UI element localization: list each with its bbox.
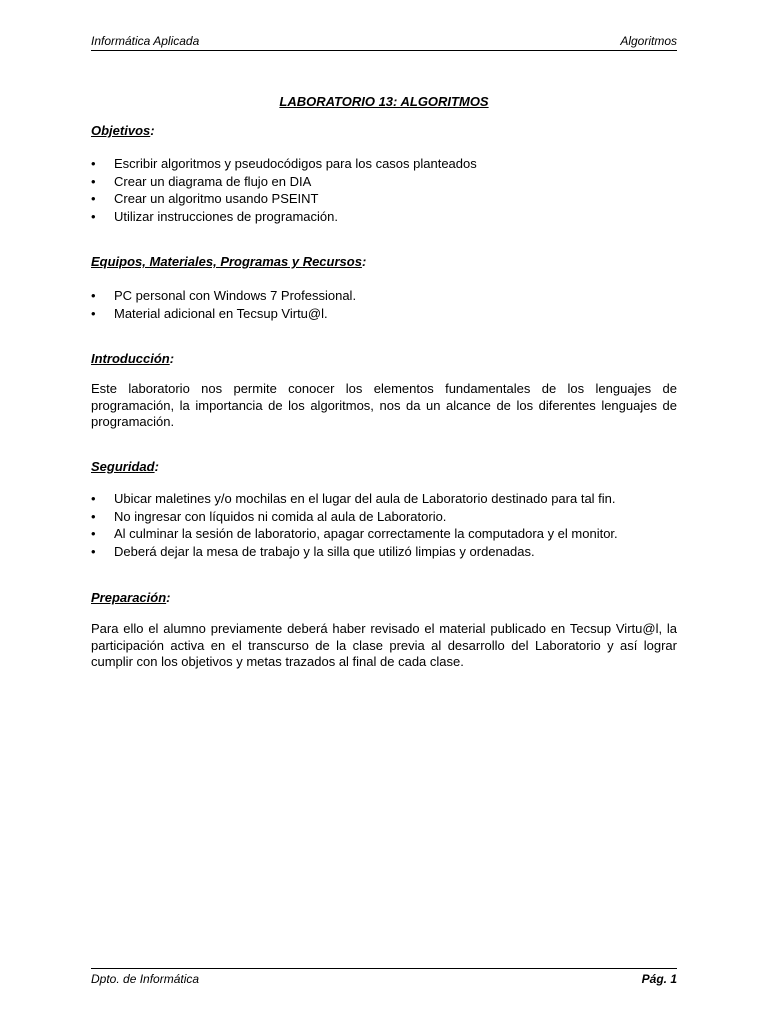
seguridad-list <box>91 490 677 560</box>
list-item-text: Material adicional en Tecsup Virtu@l. <box>114 305 328 321</box>
bullet-icon: • <box>91 191 96 206</box>
list-item-text: Al culminar la sesión de laboratorio, apagar correctamente la computadora y el monitor. <box>114 526 618 541</box>
heading-text: Introducción <box>91 351 170 366</box>
list-item-text: Deberá dejar la mesa de trabajo y la silla que utilizó limpias y ordenadas. <box>114 543 535 559</box>
heading-text: Preparación <box>91 590 167 605</box>
header-course-name: Informática Aplicada <box>91 34 200 48</box>
page-header <box>91 34 677 51</box>
footer-page-number: Pág. 1 <box>641 972 677 986</box>
section-heading-equipos <box>91 254 366 269</box>
introduccion-paragraph: Este laboratorio nos permite conocer los elementos fundamentales de los lenguajes de programación, la importancia de los algoritmos, nos da un alcance de los diferentes lenguajes de programación. <box>91 381 677 429</box>
heading-colon: : <box>154 459 159 474</box>
section-heading-preparacion <box>91 590 171 605</box>
heading-colon: : <box>169 351 175 366</box>
bullet-icon: • <box>91 288 96 303</box>
list-item-text: Escribir algoritmos y pseudocódigos para los casos planteados <box>114 156 477 171</box>
bullet-icon: • <box>91 491 96 506</box>
heading-colon: : <box>150 123 155 138</box>
list-item <box>91 490 677 508</box>
list-item-text: Ubicar maletines y/o mochilas en el lugar del aula de Laboratorio destinado para tal fin. <box>114 491 616 506</box>
header-topic: Algoritmos <box>620 34 677 48</box>
list-item <box>91 305 677 323</box>
list-item-text: Crear un diagrama de flujo en DIA <box>114 173 312 189</box>
page-footer <box>91 968 677 986</box>
bullet-icon: • <box>91 156 96 171</box>
footer-department: Dpto. de Informática <box>91 972 200 986</box>
bullet-icon: • <box>91 543 96 559</box>
list-item-text: PC personal con Windows 7 Professional. <box>114 288 357 303</box>
section-heading-introduccion <box>91 351 174 366</box>
bullet-icon: • <box>91 526 96 541</box>
equipos-list <box>91 287 677 322</box>
section-heading-seguridad <box>91 459 159 474</box>
bullet-icon: • <box>91 173 96 189</box>
bullet-icon: • <box>91 208 96 224</box>
list-item <box>91 190 677 208</box>
objetivos-list <box>91 155 677 225</box>
list-item-text: No ingresar con líquidos ni comida al aula de Laboratorio. <box>114 508 447 524</box>
heading-colon: : <box>166 590 171 605</box>
bullet-icon: • <box>91 305 96 321</box>
list-item <box>91 208 677 226</box>
heading-text: Seguridad <box>91 459 155 474</box>
list-item <box>91 155 677 173</box>
preparacion-paragraph: Para ello el alumno previamente deberá haber revisado el material publicado en Tecsup Virtu@l, la participación activa en el transcurso de la clase previa al desarrollo del Laboratorio y así lograr cumplir con los objetivos y metas trazados al final de cada clase. <box>91 621 677 669</box>
heading-text: Objetivos <box>91 123 151 138</box>
list-item <box>91 287 677 305</box>
section-heading-objetivos <box>91 123 155 138</box>
document-title: LABORATORIO 13: ALGORITMOS <box>279 94 489 109</box>
list-item <box>91 525 677 543</box>
list-item <box>91 508 677 526</box>
heading-colon: : <box>361 254 367 269</box>
list-item-text: Utilizar instrucciones de programación. <box>114 208 338 224</box>
list-item <box>91 173 677 191</box>
heading-text: Equipos, Materiales, Programas y Recursos <box>91 254 362 269</box>
bullet-icon: • <box>91 508 96 524</box>
list-item-text: Crear un algoritmo usando PSEINT <box>114 191 319 206</box>
list-item <box>91 543 677 561</box>
